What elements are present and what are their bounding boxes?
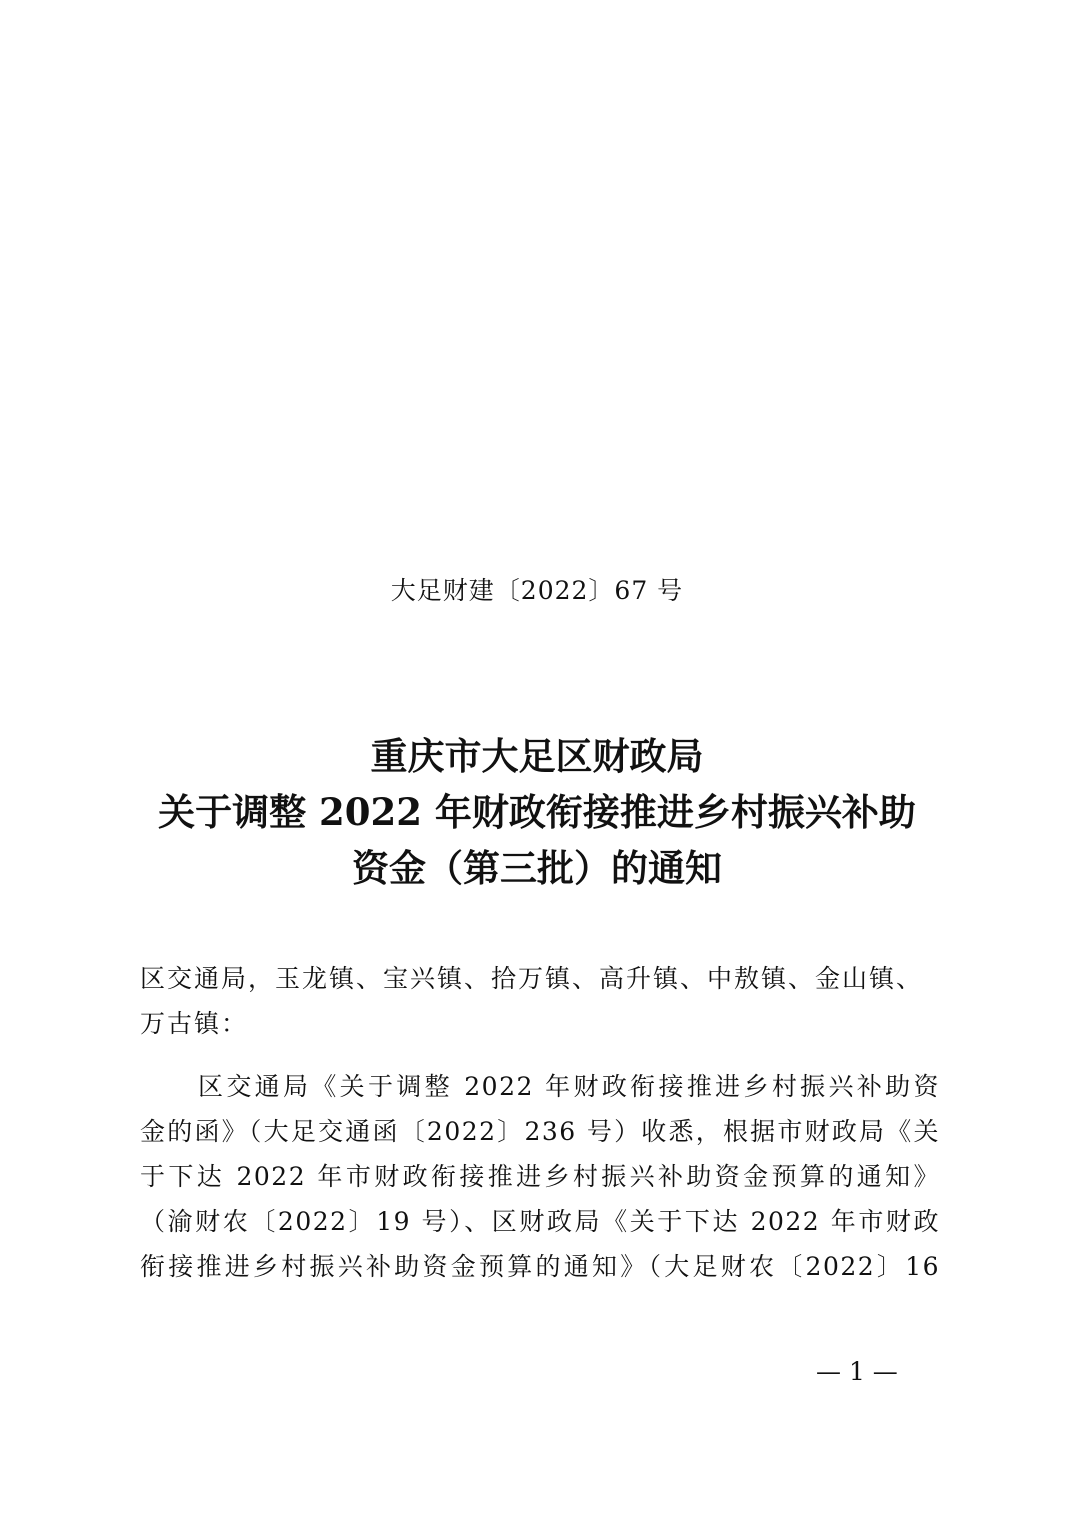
- page-number: — 1 —: [816, 1357, 898, 1386]
- title-line-3: 资金（第三批）的通知: [352, 846, 722, 890]
- title-line-2: 关于调整 2022 年财政衔接推进乡村振兴补助: [158, 790, 916, 834]
- recipients: [140, 956, 940, 1046]
- body-line-5: 衔接推进乡村振兴补助资金预算的通知》（大足财农〔2022〕16: [140, 1252, 940, 1281]
- title-line-1: 重庆市大足区财政局: [370, 734, 704, 778]
- recipients-line-2: 万古镇：: [140, 1009, 249, 1038]
- document-title: [0, 728, 1074, 896]
- body-paragraph: [140, 1064, 940, 1289]
- body-line-3: 于下达 2022 年市财政衔接推进乡村振兴补助资金预算的通知》: [140, 1162, 940, 1191]
- body-line-4: （渝财农〔2022〕19 号）、区财政局《关于下达 2022 年市财政: [140, 1207, 940, 1236]
- recipients-line-1: 区交通局，玉龙镇、宝兴镇、拾万镇、高升镇、中敖镇、金山镇、: [140, 964, 924, 993]
- body-line-1: 区交通局《关于调整 2022 年财政衔接推进乡村振兴补助资: [198, 1072, 940, 1101]
- document-number: 大足财建〔2022〕67 号: [390, 576, 684, 605]
- body-line-2: 金的函》（大足交通函〔2022〕236 号）收悉，根据市财政局《关: [140, 1117, 940, 1146]
